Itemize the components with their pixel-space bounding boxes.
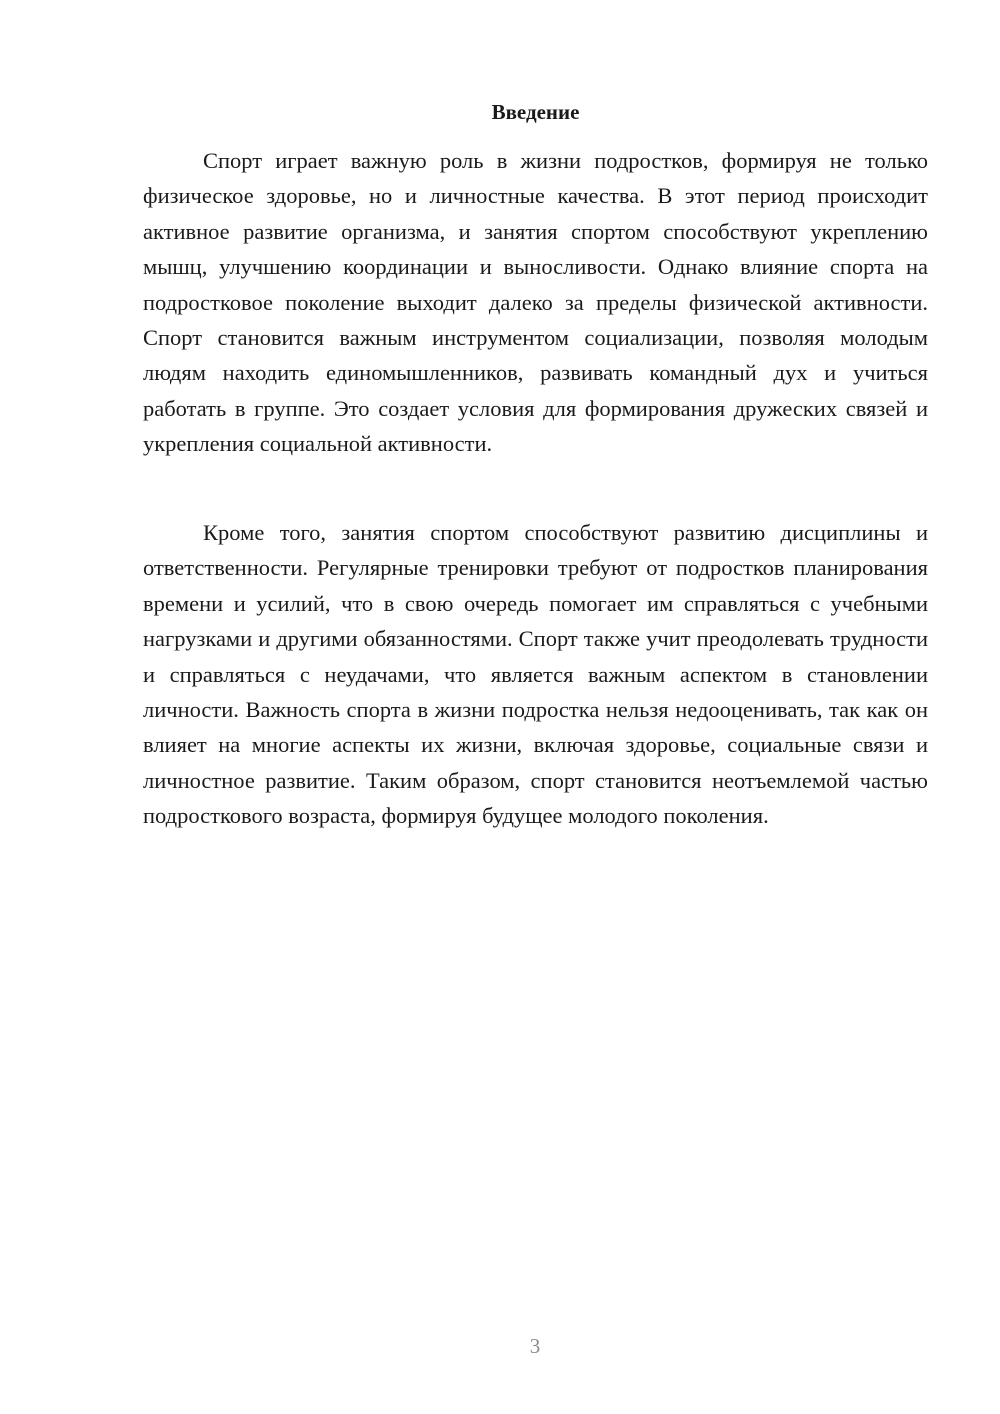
- paragraph-2: Кроме того, занятия спортом способствуют развитию дисциплины и ответственности. Регулярные тренировки требуют от подростков планирования времени и усилий, что в свою очередь помогает им справляться с учебными нагрузками и другими обязанностями. Спорт также учит преодолевать трудности и справляться с неудачами, что является важным аспектом в становлении личности. Важность спорта в жизни подростка нельзя недооценивать, так как он влияет на многие аспекты их жизни, включая здоровье, социальные связи и личностное развитие. Таким образом, спорт становится неотъемлемой частью подросткового возраста, формируя будущее молодого поколения.: [143, 520, 928, 829]
- section-heading: Введение: [491, 100, 580, 124]
- page-number: 3: [529, 1334, 541, 1358]
- paragraph-1: Спорт играет важную роль в жизни подростков, формируя не только физическое здоровье, но и личностные качества. В этот период происходит активное развитие организма, и занятия спортом способствуют укреплению мышц, улучшению координации и выносливости. Однако влияние спорта на подростковое поколение выходит далеко за пределы физической активности. Спорт становится важным инструментом социализации, позволяя молодым людям находить единомышленников, развивать командный дух и учиться работать в группе. Это создает условия для формирования дружеских связей и укрепления социальной активности.: [143, 148, 928, 457]
